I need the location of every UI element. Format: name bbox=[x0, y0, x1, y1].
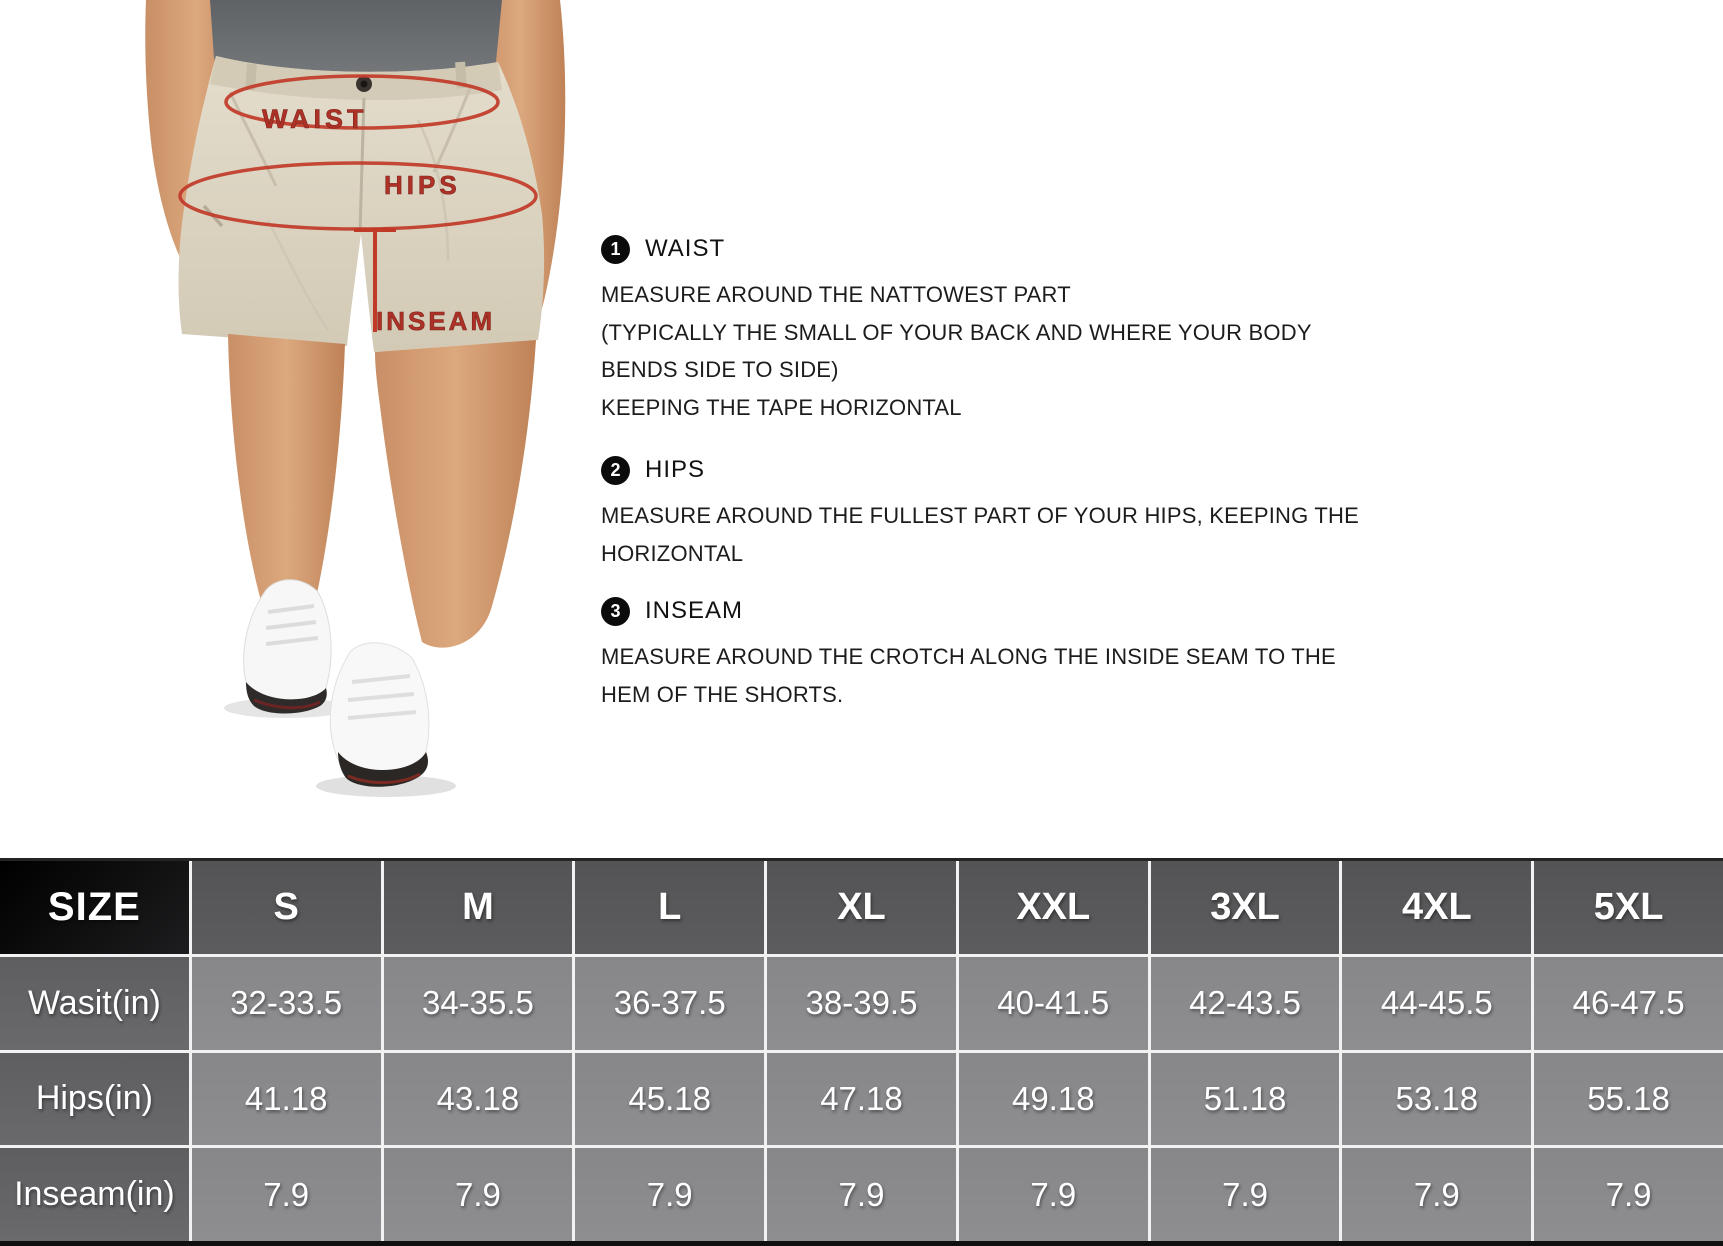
inseam-value-cell: 7.9 bbox=[1151, 1148, 1340, 1241]
instruction-line: (TYPICALLY THE SMALL OF YOUR BACK AND WHERE YOUR BODY bbox=[601, 319, 1312, 345]
inseam-instruction-title: INSEAM bbox=[645, 597, 744, 624]
hips-value-cell: 55.18 bbox=[1534, 1053, 1723, 1146]
waist-instruction-section bbox=[601, 234, 1401, 426]
waist-row-label: Wasit(in) bbox=[0, 957, 189, 1050]
inseam-value-cell: 7.9 bbox=[1534, 1148, 1723, 1241]
instruction-line: MEASURE AROUND THE NATTOWEST PART bbox=[601, 282, 1071, 307]
hips-value-cell: 45.18 bbox=[575, 1053, 764, 1146]
inseam-label: INSEAM bbox=[376, 306, 496, 336]
right-leg bbox=[375, 340, 536, 648]
size-table-header-s: S bbox=[192, 861, 381, 954]
hips-instruction-section bbox=[601, 455, 1401, 572]
instruction-line: MEASURE AROUND THE CROTCH ALONG THE INSIDE SEAM TO THE bbox=[601, 644, 1336, 669]
step-3-badge-icon: 3 bbox=[601, 597, 630, 626]
waist-instruction-body bbox=[601, 276, 1401, 426]
waist-value-cell: 46-47.5 bbox=[1534, 957, 1723, 1050]
model-illustration bbox=[118, 0, 588, 858]
size-table-header-5xl: 5XL bbox=[1534, 861, 1723, 954]
hips-instruction-heading bbox=[601, 455, 1401, 485]
waist-value-cell: 38-39.5 bbox=[767, 957, 956, 1050]
button bbox=[361, 81, 368, 88]
inseam-row-label: Inseam(in) bbox=[0, 1148, 189, 1241]
inseam-value-cell: 7.9 bbox=[1342, 1148, 1531, 1241]
waist-value-cell: 40-41.5 bbox=[959, 957, 1148, 1050]
inseam-instruction-section bbox=[601, 596, 1401, 713]
instruction-line: KEEPING THE TAPE HORIZONTAL bbox=[601, 394, 962, 420]
measuring-instructions bbox=[601, 234, 1401, 713]
waist-value-cell: 42-43.5 bbox=[1151, 957, 1340, 1050]
instruction-line: HEM OF THE SHORTS. bbox=[601, 681, 844, 707]
hips-value-cell: 49.18 bbox=[959, 1053, 1148, 1146]
size-table-header-3xl: 3XL bbox=[1151, 861, 1340, 954]
size-table-header-m: M bbox=[384, 861, 573, 954]
inseam-value-cell: 7.9 bbox=[767, 1148, 956, 1241]
waist-instruction-title: WAIST bbox=[645, 235, 726, 262]
size-table-header-4xl: 4XL bbox=[1342, 861, 1531, 954]
size-table-header-xl: XL bbox=[767, 861, 956, 954]
inseam-value-cell: 7.9 bbox=[192, 1148, 381, 1241]
size-table-header-size: SIZE bbox=[0, 861, 189, 954]
step-2-badge-icon: 2 bbox=[601, 456, 630, 485]
hips-value-cell: 43.18 bbox=[384, 1053, 573, 1146]
waist-value-cell: 44-45.5 bbox=[1342, 957, 1531, 1050]
waist-instruction-heading bbox=[601, 234, 1401, 264]
instruction-line: MEASURE AROUND THE FULLEST PART OF YOUR HIPS, KEEPING THE bbox=[601, 503, 1359, 528]
size-table bbox=[0, 858, 1723, 1246]
hips-instruction-body bbox=[601, 497, 1401, 572]
waist-label: WAIST bbox=[262, 104, 368, 134]
waist-value-cell: 32-33.5 bbox=[192, 957, 381, 1050]
step-1-badge-icon: 1 bbox=[601, 235, 630, 264]
inseam-value-cell: 7.9 bbox=[575, 1148, 764, 1241]
inseam-value-cell: 7.9 bbox=[384, 1148, 573, 1241]
instruction-line: BENDS SIDE TO SIDE) bbox=[601, 357, 839, 382]
inseam-value-cell: 7.9 bbox=[959, 1148, 1148, 1241]
waist-value-cell: 36-37.5 bbox=[575, 957, 764, 1050]
model-photo bbox=[118, 0, 588, 858]
inseam-instruction-heading bbox=[601, 596, 1401, 626]
size-table-header-l: L bbox=[575, 861, 764, 954]
waist-value-cell: 34-35.5 bbox=[384, 957, 573, 1050]
hips-label: HIPS bbox=[384, 170, 461, 200]
hips-value-cell: 51.18 bbox=[1151, 1053, 1340, 1146]
hips-value-cell: 53.18 bbox=[1342, 1053, 1531, 1146]
size-table-header-xxl: XXL bbox=[959, 861, 1148, 954]
inseam-instruction-body bbox=[601, 638, 1401, 713]
instruction-line: HORIZONTAL bbox=[601, 540, 744, 566]
hips-value-cell: 41.18 bbox=[192, 1053, 381, 1146]
hips-value-cell: 47.18 bbox=[767, 1053, 956, 1146]
hips-instruction-title: HIPS bbox=[645, 456, 706, 483]
hips-row-label: Hips(in) bbox=[0, 1053, 189, 1146]
